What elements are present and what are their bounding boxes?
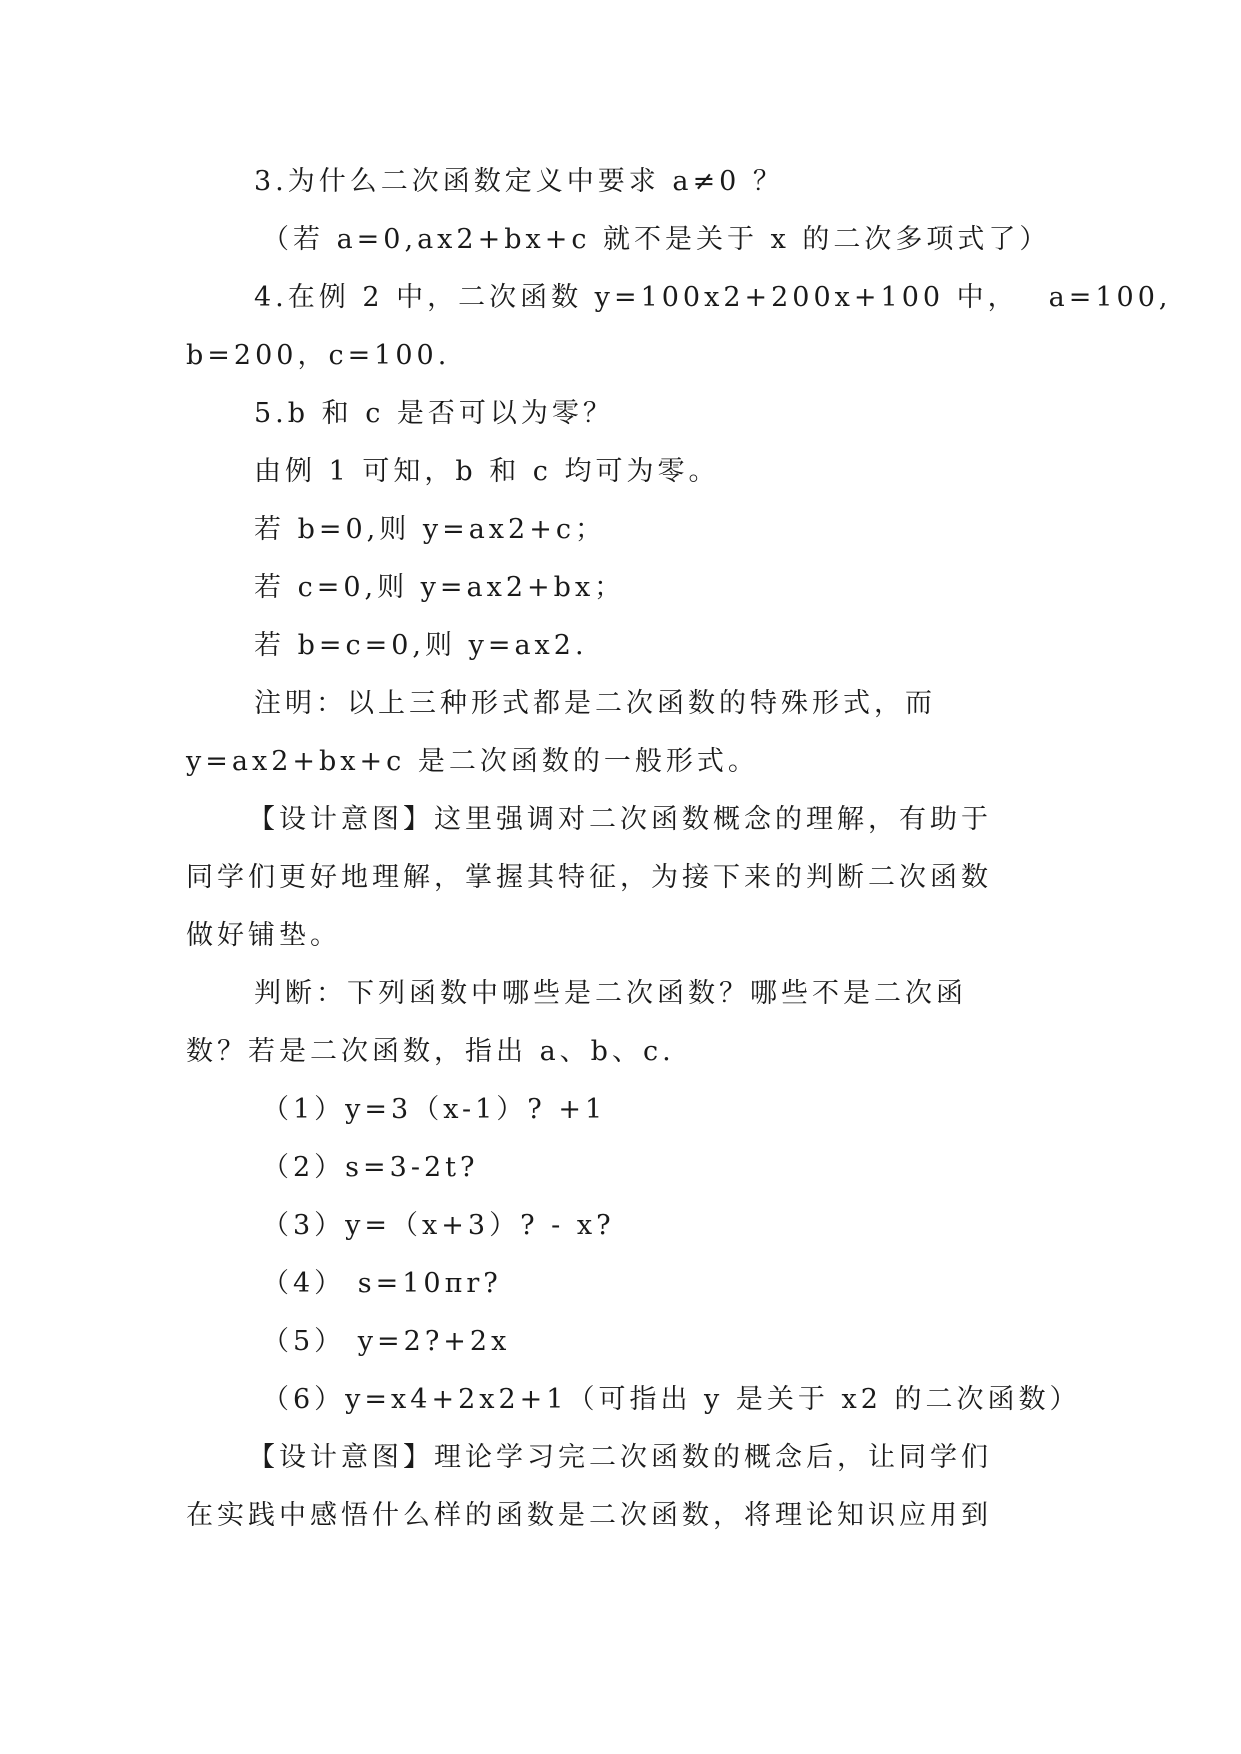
exercise-6: （6）y=x4+2x2+1（可指出 y 是关于 x2 的二次函数） — [262, 1384, 1081, 1415]
question-5: 5.b 和 c 是否可以为零？ — [254, 398, 614, 429]
item-4-line-2: b=200，c=100. — [186, 340, 451, 371]
note-line-2: y=ax2+bx+c 是二次函数的一般形式。 — [186, 746, 759, 777]
exercise-2: （2）s=3-2t? — [262, 1152, 479, 1183]
case-bc-zero: 若 b=c=0,则 y=ax2. — [254, 630, 588, 661]
design-intent-1-line-1: 【设计意图】这里强调对二次函数概念的理解，有助于 — [248, 804, 992, 835]
exercise-3: （3）y=（x+3）? - x? — [262, 1210, 615, 1241]
exercise-5: （5） y=2?+2x — [262, 1326, 511, 1357]
case-c-zero: 若 c=0,则 y=ax2+bx； — [254, 572, 626, 603]
design-intent-1-line-3: 做好铺垫。 — [186, 920, 341, 951]
answer-5-intro: 由例 1 可知，b 和 c 均可为零。 — [254, 456, 720, 487]
note-line-1: 注明：以上三种形式都是二次函数的特殊形式，而 — [254, 688, 936, 719]
design-intent-2-line-1: 【设计意图】理论学习完二次函数的概念后，让同学们 — [248, 1442, 992, 1473]
exercise-1: （1）y=3（x-1）? +1 — [262, 1094, 607, 1125]
design-intent-2-line-2: 在实践中感悟什么样的函数是二次函数，将理论知识应用到 — [186, 1500, 992, 1531]
design-intent-1-line-2: 同学们更好地理解，掌握其特征，为接下来的判断二次函数 — [186, 862, 992, 893]
judge-line-1: 判断：下列函数中哪些是二次函数？哪些不是二次函 — [254, 978, 967, 1009]
question-3: 3.为什么二次函数定义中要求 a≠0 ？ — [254, 166, 784, 197]
answer-3: （若 a=0,ax2+bx+c 就不是关于 x 的二次多项式了） — [262, 224, 1051, 255]
item-4-text: 4.在例 2 中，二次函数 y=100x2+200x+100 中， — [254, 282, 1019, 313]
item-4-a-value: a=100, — [1048, 282, 1172, 313]
case-b-zero: 若 b=0,则 y=ax2+c； — [254, 514, 606, 545]
judge-line-2: 数？若是二次函数，指出 a、b、c. — [186, 1036, 675, 1067]
item-4-line-1 — [254, 278, 1171, 318]
exercise-4: （4） s=10πr? — [262, 1268, 502, 1299]
